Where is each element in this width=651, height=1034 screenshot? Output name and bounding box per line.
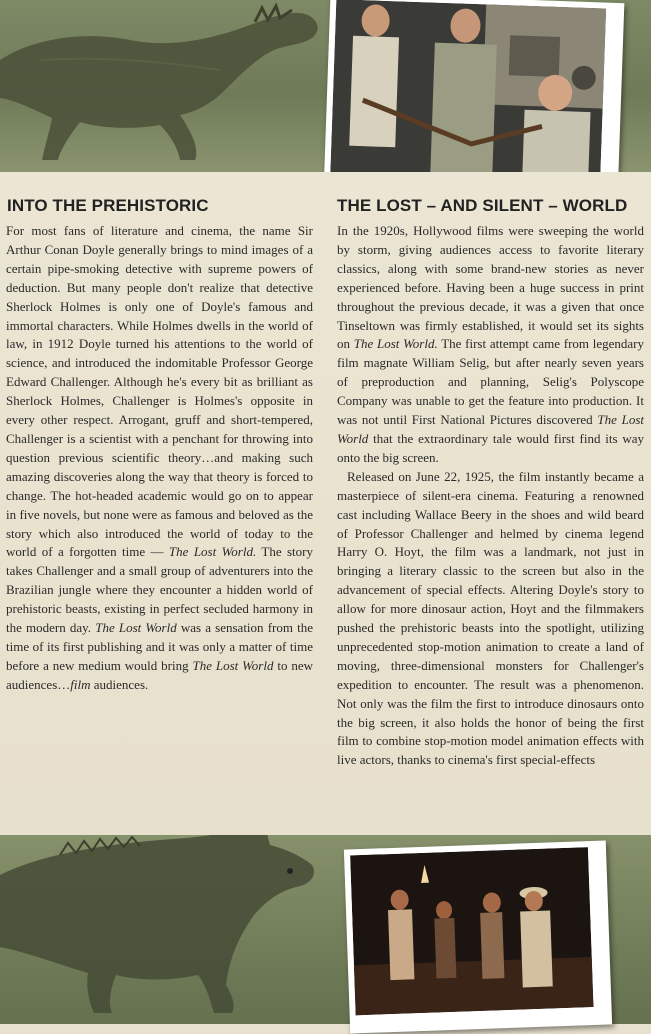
right-article-paragraph-1: In the 1920s, Hollywood films were sweeping the world by storm, giving audiences access to favorite literary classics, along with some brand-new stories as never experienced before. Having been a huge success in print throughout the previous decade, it was a given that once Tinseltown was firmly established, it would set its sights on The Lost World. The first attempt came from legendary film magnate William Selig, but after nearly seven years of preproduction and planning, Selig's Polyscope Company was unable to get the feature into production. It was not until First National Pictures discovered The Lost World that the extraordinary tale would first find its way onto the big screen.: [337, 223, 644, 465]
film-still-bottom-image: [350, 847, 593, 1015]
left-article-paragraph: For most fans of literature and cinema, the name Sir Arthur Conan Doyle generally brings to mind images of a certain pipe-smoking detective with supreme powers of deduction. But many people don't realize that detective Sherlock Holmes is only one of Doyle's famous and immortal characters. While Holmes dwells in the world of law, in 1912 Doyle turned his attentions to the world of science, and introduced the indomitable Professor George Edward Challenger. Although he's every bit as brilliant as Sherlock Holmes, Challenger is Holmes's opposite in every other respect. Arrogant, gruff and short-tempered, Challenger is a scientist with a penchant for throwing into question previous scientific theory…and making such amazing discoveries along the way that theory is forced to change. The hot-headed academic would go on to appear in five novels, but none were as famous and beloved as the story which also introduced the world of today to the world of a forgotten time — The Lost World. The story takes Challenger and a small group of adventurers into the Brazilian jungle where they encounter a hidden world of prehistoric beasts, existing in perfect secluded harmony in the modern day. The Lost World was a sensation from the time of its first publishing and it was only a matter of time before a new medium would bring The Lost World to new audiences…film audiences.: [6, 223, 313, 692]
film-still-top-image: [330, 0, 606, 182]
right-article-body: [337, 222, 644, 770]
left-article-body: [6, 222, 313, 695]
dinosaur-illustration-bottom: [0, 835, 330, 1024]
dinosaur-illustration-top: [0, 0, 340, 172]
film-still-top: [324, 0, 625, 201]
film-still-bottom: [344, 840, 612, 1033]
right-article-heading: THE LOST – AND SILENT – WORLD: [337, 196, 628, 215]
left-article-heading: INTO THE PREHISTORIC: [7, 196, 209, 215]
right-article-paragraph-2: Released on June 22, 1925, the film instantly became a masterpiece of silent-era cinema. Featuring a renowned cast including Wallace Beery in the shoes and wild beard of Professor Challenger and helmed by cinema legend Harry O. Hoyt, the film was a landmark, not just in bringing a literary classic to the screen but also in the advancement of special effects. Altering Doyle's story to allow for more dinosaur action, Hoyt and the filmmakers pushed the prehistoric beasts into the spotlight, utilizing unprecedented stop-motion animation to create a land of moving, three-dimensional monsters for Challenger's expedition to encounter. The result was a phenomenon. Not only was the film the first to introduce dinosaurs onto the big screen, it also holds the honor of being the first film to combine stop-motion model animation effects with live actors, thanks to cinema's first special-effects: [337, 468, 644, 768]
